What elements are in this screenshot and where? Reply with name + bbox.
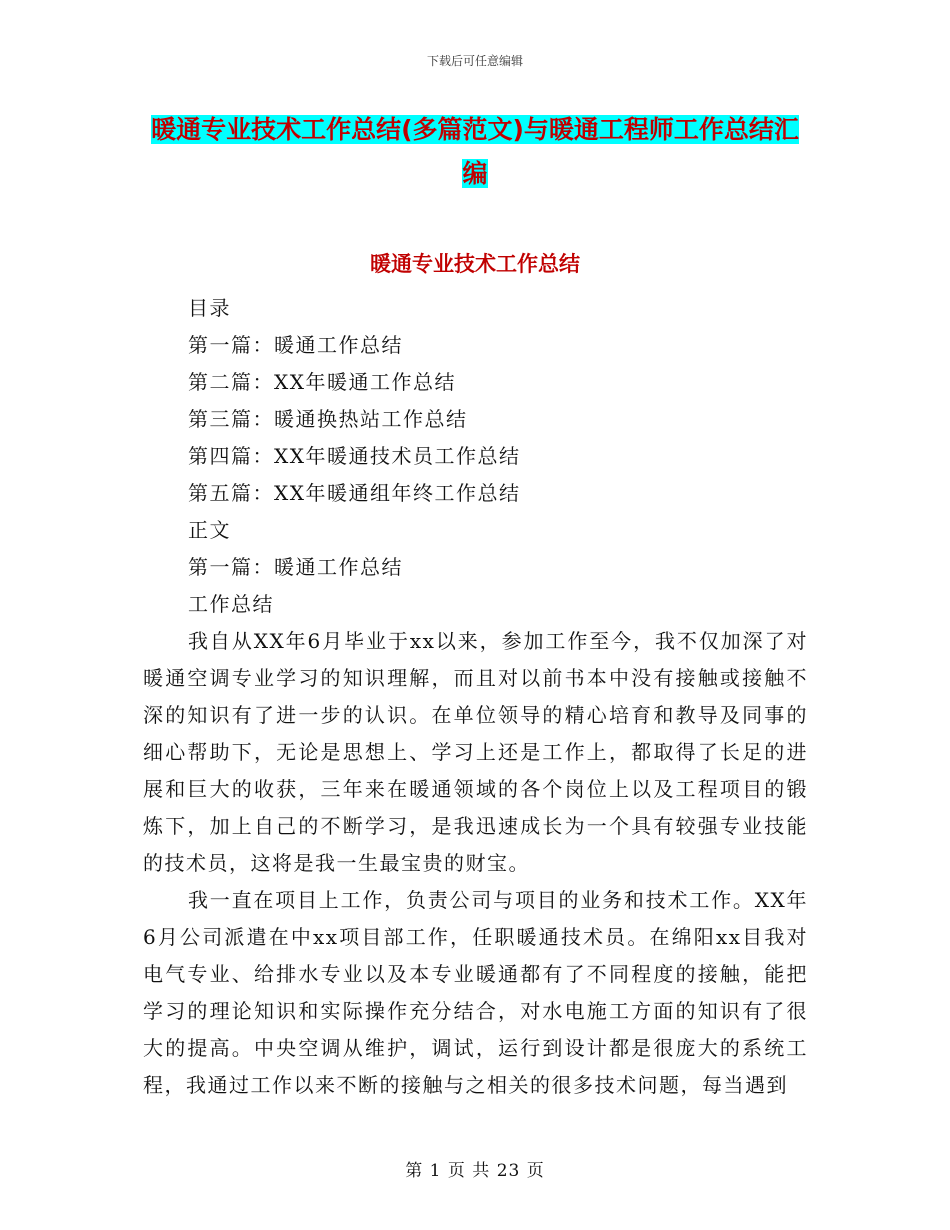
toc-item: 第二篇：XX年暖通工作总结	[188, 370, 456, 394]
toc-item: 第一篇：暖通工作总结	[188, 333, 403, 357]
document-body	[143, 290, 808, 1104]
body-heading: 正文	[188, 518, 231, 542]
document-title	[150, 108, 800, 196]
toc-item: 第三篇：暖通换热站工作总结	[188, 407, 468, 431]
page-header-note: 下载后可任意编辑	[426, 54, 523, 68]
toc-item: 第五篇：XX年暖通组年终工作总结	[188, 481, 521, 505]
section-title: 暖通专业技术工作总结	[370, 252, 580, 276]
subheading: 工作总结	[188, 592, 274, 616]
document-title-text: 暖通专业技术工作总结(多篇范文)与暖通工程师工作总结汇编	[151, 115, 799, 188]
toc-item: 第四篇：XX年暖通技术员工作总结	[188, 444, 521, 468]
body-paragraph: 我一直在项目上工作，负责公司与项目的业务和技术工作。XX年6月公司派遣在中xx项目部工作，任职暖通技术员。在绵阳xx目我对电气专业、给排水专业以及本专业暖通都有了不同程度的接触，能把学习的理论知识和实际操作充分结合，对水电施工方面的知识有了很大的提高。中央空调从维护，调试，运行到设计都是很庞大的系统工程，我通过工作以来不断的接触与之相关的很多技术问题，每当遇到	[143, 888, 808, 1097]
chapter-title: 第一篇：暖通工作总结	[188, 555, 403, 579]
page-number: 第 1 页 共 23 页	[405, 1161, 545, 1181]
toc-heading: 目录	[188, 296, 231, 320]
body-paragraph: 我自从XX年6月毕业于xx以来，参加工作至今，我不仅加深了对暖通空调专业学习的知识理解，而且对以前书本中没有接触或接触不深的知识有了进一步的认识。在单位领导的精心培育和教导及同事的细心帮助下，无论是思想上、学习上还是工作上，都取得了长足的进展和巨大的收获，三年来在暖通领域的各个岗位上以及工程项目的锻炼下，加上自己的不断学习，是我迅速成长为一个具有较强专业技能的技术员，这将是我一生最宝贵的财宝。	[143, 629, 808, 875]
